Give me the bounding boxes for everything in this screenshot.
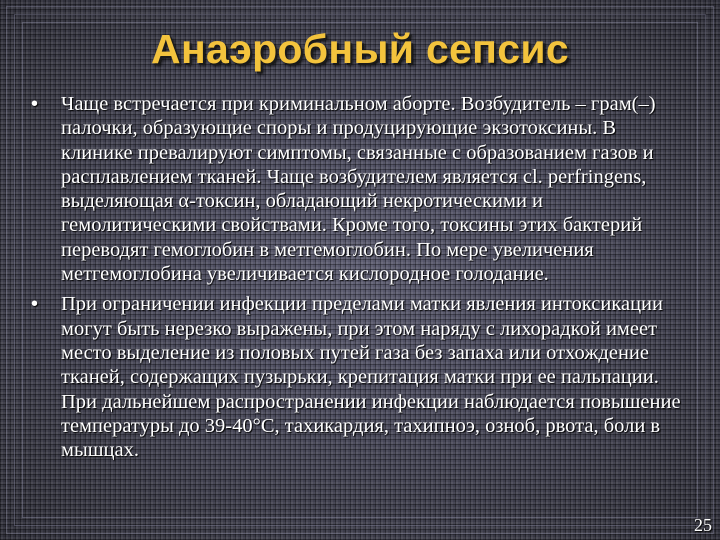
bullet-item: [31, 92, 691, 286]
bullet-marker: •: [31, 93, 39, 115]
bullet-item: [31, 292, 691, 462]
bullet-marker: •: [31, 293, 39, 316]
bullet-text: При ограничении инфекции пределами матки явления интоксикации могут быть нерезко выражены, при этом наряду с лихорадкой имеет место выделение из половых путей газа без запаха или отхождение тканей, содержащих пузырьки, крепитация матки при ее пальпации. При дальнейшем распространении инфекции наблюдается повышение температуры до 39-40°С, тахикардия, тахипноэ, озноб, рвота, боли в мышцах.: [61, 293, 681, 462]
slide-title: Анаэробный сепсис: [151, 26, 569, 72]
bullet-text: Чаще встречается при криминальном аборте. Возбудитель – грам(–) палочки, образующие споры и продуцирующие экзотоксины. В клинике превалируют симптомы, связанные с образованием газов и расплавлением тканей. Чаще возбудителем является cl. perfringens, выделяющая α-токсин, обладающий некротическими и гемолитическими свойствами. Кроме того, токсины этих бактерий переводят гемоглобин в метгемоглобин. По мере увеличения метгемоглобина увеличивается кислородное голодание.: [61, 93, 656, 286]
page-number: 25: [694, 515, 712, 535]
bullet-list: [31, 92, 691, 468]
